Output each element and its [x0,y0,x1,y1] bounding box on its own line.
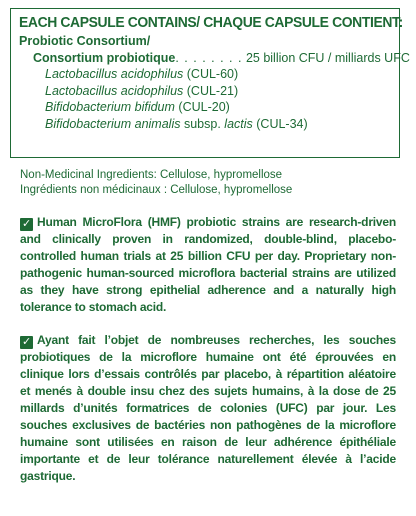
leader-dots: . . . . . . . . [175,50,243,65]
strain-name: Lactobacillus acidophilus [45,83,184,98]
checkbox-check-icon: ✓ [21,218,32,230]
supplement-facts-box [10,8,410,158]
amount: 25 billion CFU / milliards UFC [245,50,410,65]
strain-name: Lactobacillus acidophilus [45,67,184,81]
paragraph-en [20,214,396,316]
paragraph-fr [20,332,396,485]
box-title: EACH CAPSULE CONTAINS/ CHAQUE CAPSULE CONTIENT: [19,15,403,31]
strain-name: Bifidobacterium bifidum [45,100,175,114]
strain-name: Bifidobacterium animalis [45,116,181,131]
strain-code: (CUL-60) [186,67,239,81]
paragraph-fr-text: Ayant fait l’objet de nombreuses recherches, les souches probiotiques de la microflore humaine ont été éprouvées en clinique lors d’essais contrôlés par placebo, à répartition aléatoire et menés à double insu chez des sujets humains, à la dose de 25 millards d’unités formatrices de colonies (UFC) par jour. Les souches exclusives de bactéries non pathogènes de la microflore humaine sont utilisées en raison de leur adhérence épithéliale importante et de leur tolérance naturellement élevée à l’acide gastrique. [20,333,396,483]
strain-row [19,83,391,100]
non-medicinal-fr: Ingrédients non médicinaux : Cellulose, hypromellose [20,184,293,196]
non-medicinal-en: Non-Medicinal Ingredients: Cellulose, hypromellose [20,169,283,181]
strain-row [19,99,391,116]
consortium-label-fr: Consortium probiotique [33,50,176,65]
strain-row [19,66,391,83]
strain-subsp-name: lactis [224,116,253,131]
strain-code: (CUL-34) [256,116,308,131]
strain-row [19,116,391,133]
strain-subsp: subsp. [183,116,221,131]
strain-code: (CUL-20) [178,100,230,114]
consortium-row [19,50,410,67]
checkbox-check-icon: ✓ [21,336,32,348]
strain-code: (CUL-21) [186,83,239,98]
consortium-label-en: Probiotic Consortium/ [19,34,151,48]
non-medicinal-ingredients [20,168,292,198]
paragraph-en-text: Human MicroFlora (HMF) probiotic strains are research-driven and clinically proven in randomized, double-blind, placebo-controlled human trials at 25 billion CFU per day. Proprietary non-pathogenic human-sourced microflora bacterial strains are utilized as they have strong epithelial adherence and a naturally high tolerance to stomach acid. [20,215,396,314]
